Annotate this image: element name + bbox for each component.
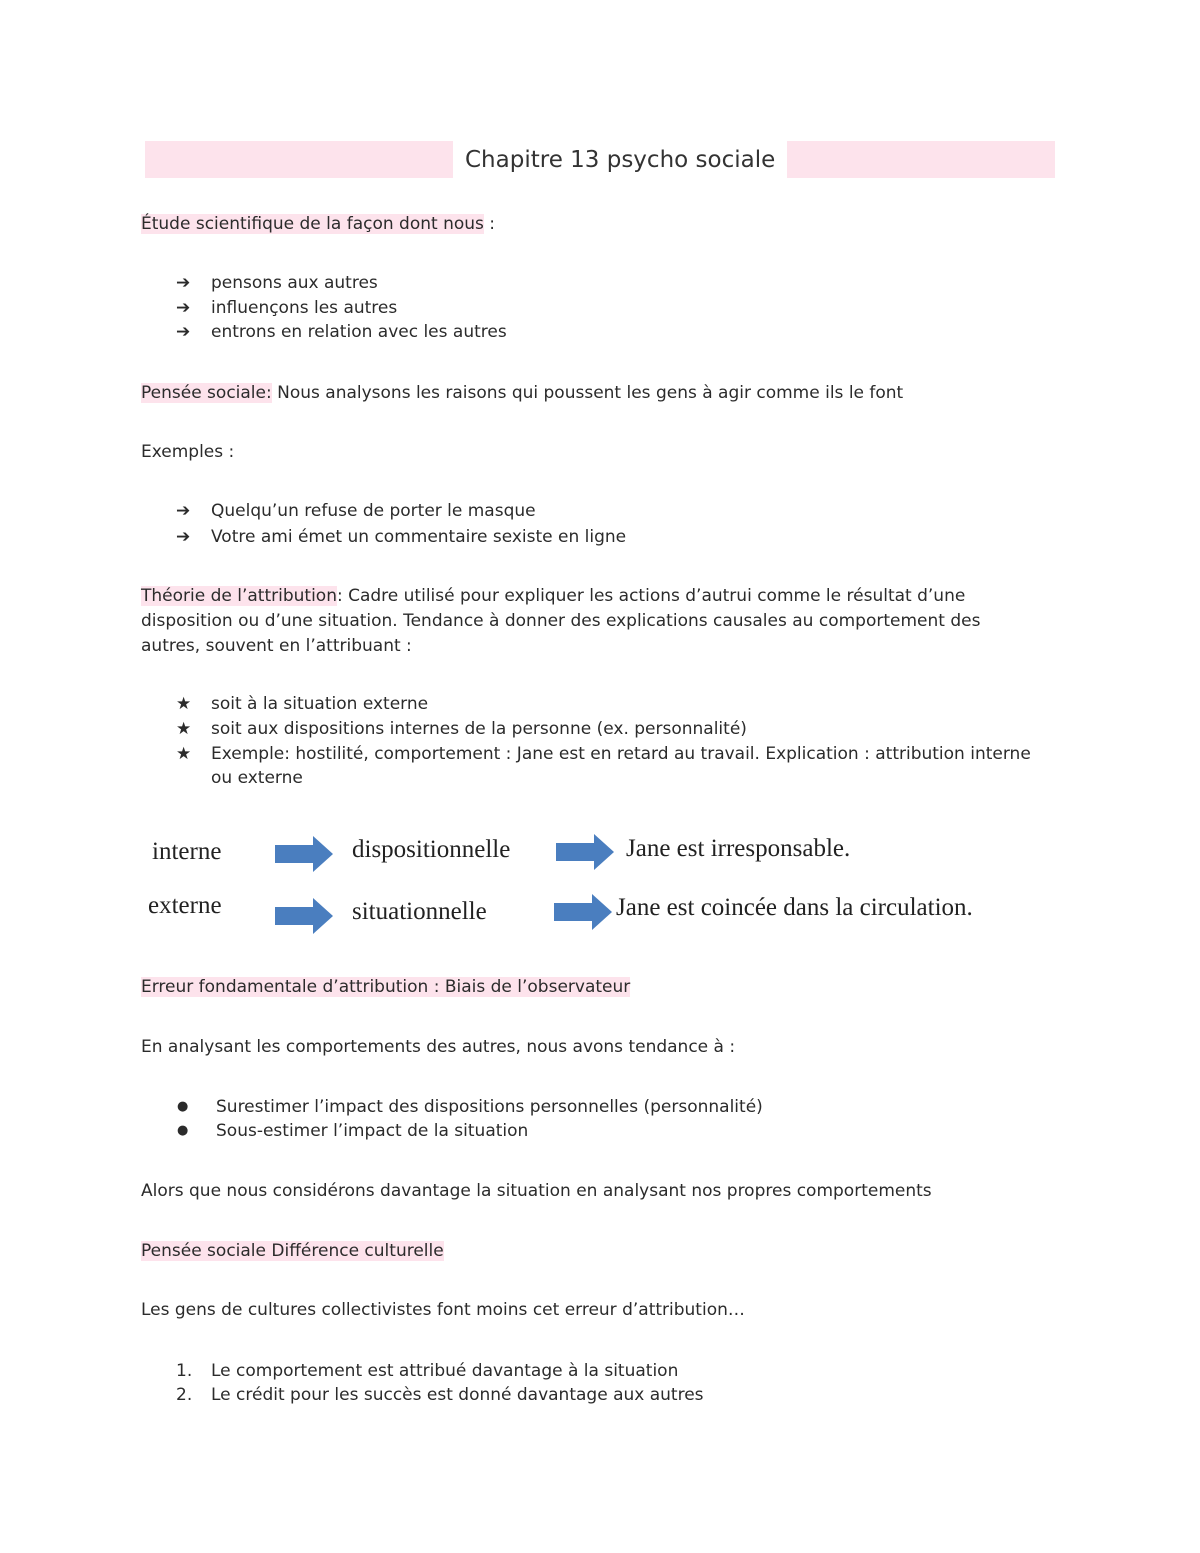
arrow-bullet-icon: ➔ bbox=[176, 527, 191, 547]
right-arrow-icon bbox=[556, 834, 616, 870]
star-bullet-icon: ★ bbox=[176, 719, 192, 739]
arrow-bullet-icon: ➔ bbox=[176, 501, 191, 521]
round-bullet-icon: ● bbox=[177, 1123, 189, 1138]
page-title: Chapitre 13 psycho sociale bbox=[465, 147, 776, 173]
intro-suffix: : bbox=[483, 214, 496, 234]
title-highlight-left bbox=[145, 141, 453, 178]
list-item: entrons en relation avec les autres bbox=[211, 322, 507, 342]
erreur-label: Erreur fondamentale d’attribution : Biais de l’observateur bbox=[141, 977, 631, 997]
diagram-externe: externe bbox=[148, 892, 222, 919]
erreur-text: En analysant les comportements des autres, nous avons tendance à : bbox=[141, 1037, 736, 1057]
list-item: Le comportement est attribué davantage à la situation bbox=[211, 1361, 679, 1381]
intro-line bbox=[141, 212, 495, 236]
list-item: Exemple: hostilité, comportement : Jane est en retard au travail. Explication : attribution interne ou externe bbox=[211, 744, 1031, 788]
culture-label: Pensée sociale Différence culturelle bbox=[141, 1241, 444, 1261]
pensee-sociale-label: Pensée sociale: bbox=[141, 383, 272, 403]
diagram-dispositionnelle: dispositionnelle bbox=[352, 836, 511, 863]
pensee-sociale-line bbox=[141, 381, 903, 405]
diagram-jane-coincee: Jane est coincée dans la circulation. bbox=[616, 894, 973, 921]
diagram-jane-irresponsable: Jane est irresponsable. bbox=[626, 835, 851, 862]
star-bullet-icon: ★ bbox=[176, 694, 192, 714]
theorie-label: Théorie de l’attribution bbox=[141, 586, 337, 606]
list-item: pensons aux autres bbox=[211, 273, 378, 293]
theorie-paragraph bbox=[141, 584, 1041, 659]
round-bullet-icon: ● bbox=[177, 1099, 189, 1114]
erreur-conclusion: Alors que nous considérons davantage la situation en analysant nos propres comportements bbox=[141, 1181, 932, 1201]
list-item: soit aux dispositions internes de la personne (ex. personnalité) bbox=[211, 719, 747, 739]
arrow-bullet-icon: ➔ bbox=[176, 322, 191, 342]
right-arrow-icon bbox=[275, 836, 335, 872]
right-arrow-icon bbox=[554, 894, 614, 930]
right-arrow-icon bbox=[275, 898, 335, 934]
erreur-line bbox=[141, 975, 630, 999]
list-item: soit à la situation externe bbox=[211, 694, 429, 714]
title-highlight-right bbox=[787, 141, 1055, 178]
pensee-sociale-text: Nous analysons les raisons qui poussent les gens à agir comme ils le font bbox=[271, 383, 904, 403]
list-number: 2. bbox=[176, 1385, 193, 1405]
arrow-bullet-icon: ➔ bbox=[176, 298, 191, 318]
star-bullet-icon: ★ bbox=[176, 744, 192, 764]
diagram-interne: interne bbox=[152, 838, 222, 865]
culture-line bbox=[141, 1239, 444, 1263]
list-item: Sous-estimer l’impact de la situation bbox=[216, 1121, 529, 1141]
arrow-bullet-icon: ➔ bbox=[176, 273, 191, 293]
list-number: 1. bbox=[176, 1361, 193, 1381]
exemples-label: Exemples : bbox=[141, 442, 235, 462]
diagram-situationnelle: situationnelle bbox=[352, 898, 487, 925]
list-item: Le crédit pour les succès est donné davantage aux autres bbox=[211, 1385, 704, 1405]
intro-label: Étude scientifique de la façon dont nous bbox=[141, 214, 484, 234]
culture-text: Les gens de cultures collectivistes font moins cet erreur d’attribution… bbox=[141, 1300, 745, 1320]
list-item: Quelqu’un refuse de porter le masque bbox=[211, 501, 536, 521]
list-item: Surestimer l’impact des dispositions personnelles (personnalité) bbox=[216, 1097, 763, 1117]
list-item: Votre ami émet un commentaire sexiste en ligne bbox=[211, 527, 627, 547]
theorie-text: : Cadre utilisé pour expliquer les actions d’autrui comme le résultat d’une disposition ou d’une situation. Tendance à donner des explications causales au comportement des autres, souvent en l’attribuant : bbox=[141, 586, 981, 656]
list-item: influençons les autres bbox=[211, 298, 398, 318]
